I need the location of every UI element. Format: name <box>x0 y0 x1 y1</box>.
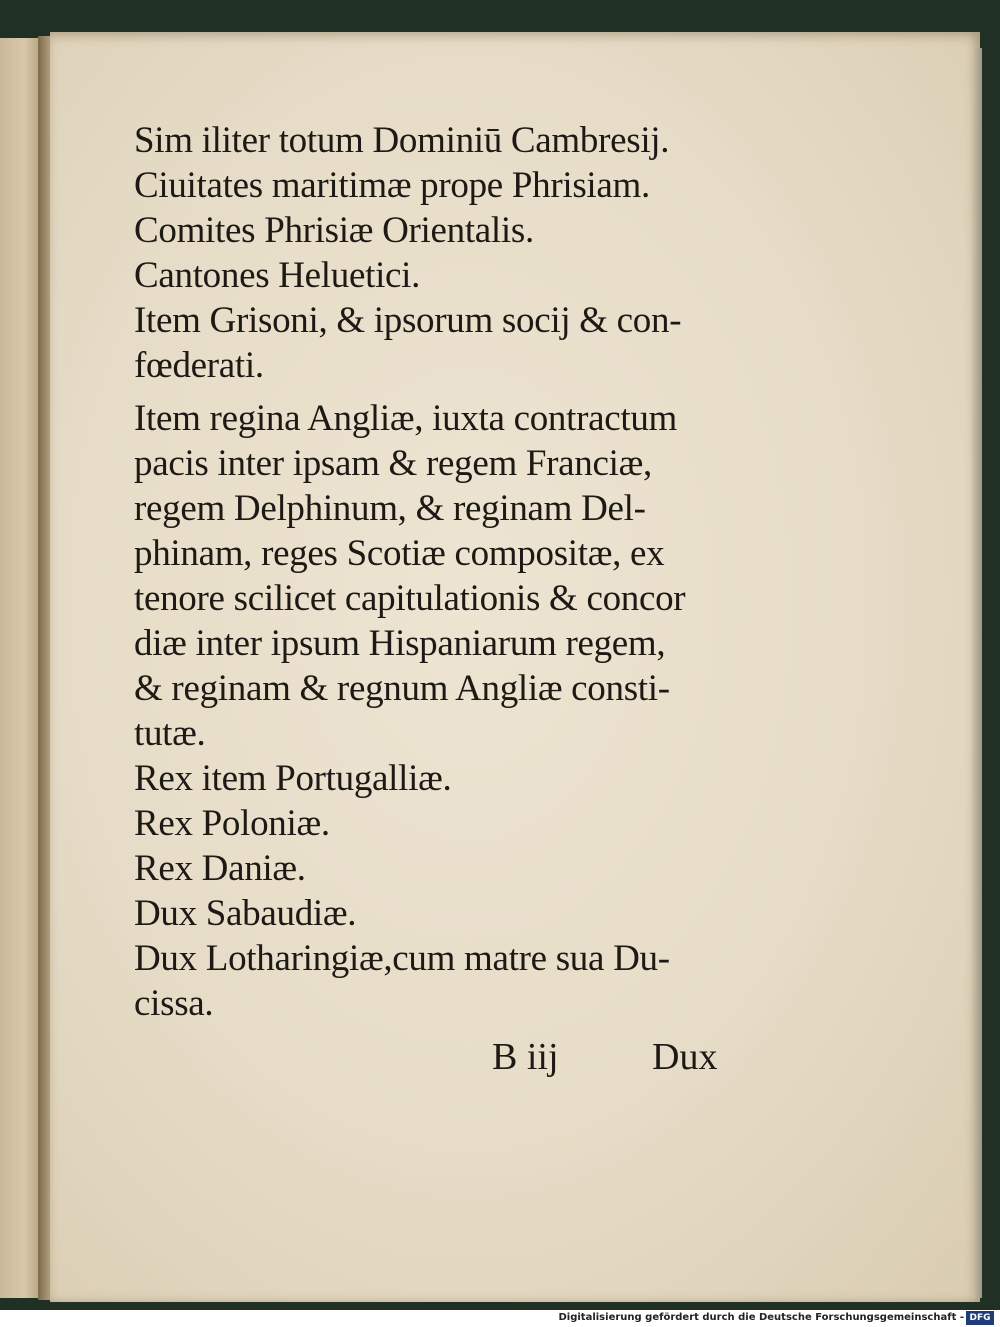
previous-page-edge <box>0 38 40 1298</box>
text-line: Ciuitates maritimæ prope Phrisiam. <box>134 165 650 206</box>
text-line: Item regina Angliæ, iuxta contractum <box>134 398 678 439</box>
page-right-edge <box>972 48 982 1298</box>
signature-mark: B iij <box>492 1036 559 1078</box>
footer-credit: Digitalisierung gefördert durch die Deutsche Forschungsgemeinschaft - <box>558 1312 964 1323</box>
text-line: Dux Lotharingiæ,cum matre sua Du- <box>134 938 670 979</box>
catchword: Dux <box>652 1036 718 1078</box>
text-line: diæ inter ipsum Hispaniarum regem, <box>134 623 666 664</box>
text-line: pacis inter ipsam & regem Franciæ, <box>134 443 652 484</box>
text-line: tutæ. <box>134 713 206 754</box>
text-line: fœderati. <box>134 345 264 386</box>
page-text <box>134 118 774 1026</box>
text-line: Rex item Portugalliæ. <box>134 758 452 799</box>
dfg-logo: DFG <box>966 1311 994 1325</box>
text-line: Rex Poloniæ. <box>134 803 330 844</box>
text-line: Rex Daniæ. <box>134 848 306 889</box>
text-line: cissa. <box>134 983 214 1024</box>
text-line: Cantones Heluetici. <box>134 255 421 296</box>
text-line: phinam, reges Scotiæ compositæ, ex <box>134 533 665 574</box>
text-line: Comites Phrisiæ Orientalis. <box>134 210 534 251</box>
text-line: Sim iliter totum Dominiū Cambresij. <box>134 120 670 161</box>
text-line: Item Grisoni, & ipsorum socij & con- <box>134 300 682 341</box>
text-line: & reginam & regnum Angliæ consti- <box>134 668 670 709</box>
text-line: Dux Sabaudiæ. <box>134 893 357 934</box>
text-line: regem Delphinum, & reginam Del- <box>134 488 646 529</box>
text-line: tenore scilicet capitulationis & concor <box>134 578 686 619</box>
